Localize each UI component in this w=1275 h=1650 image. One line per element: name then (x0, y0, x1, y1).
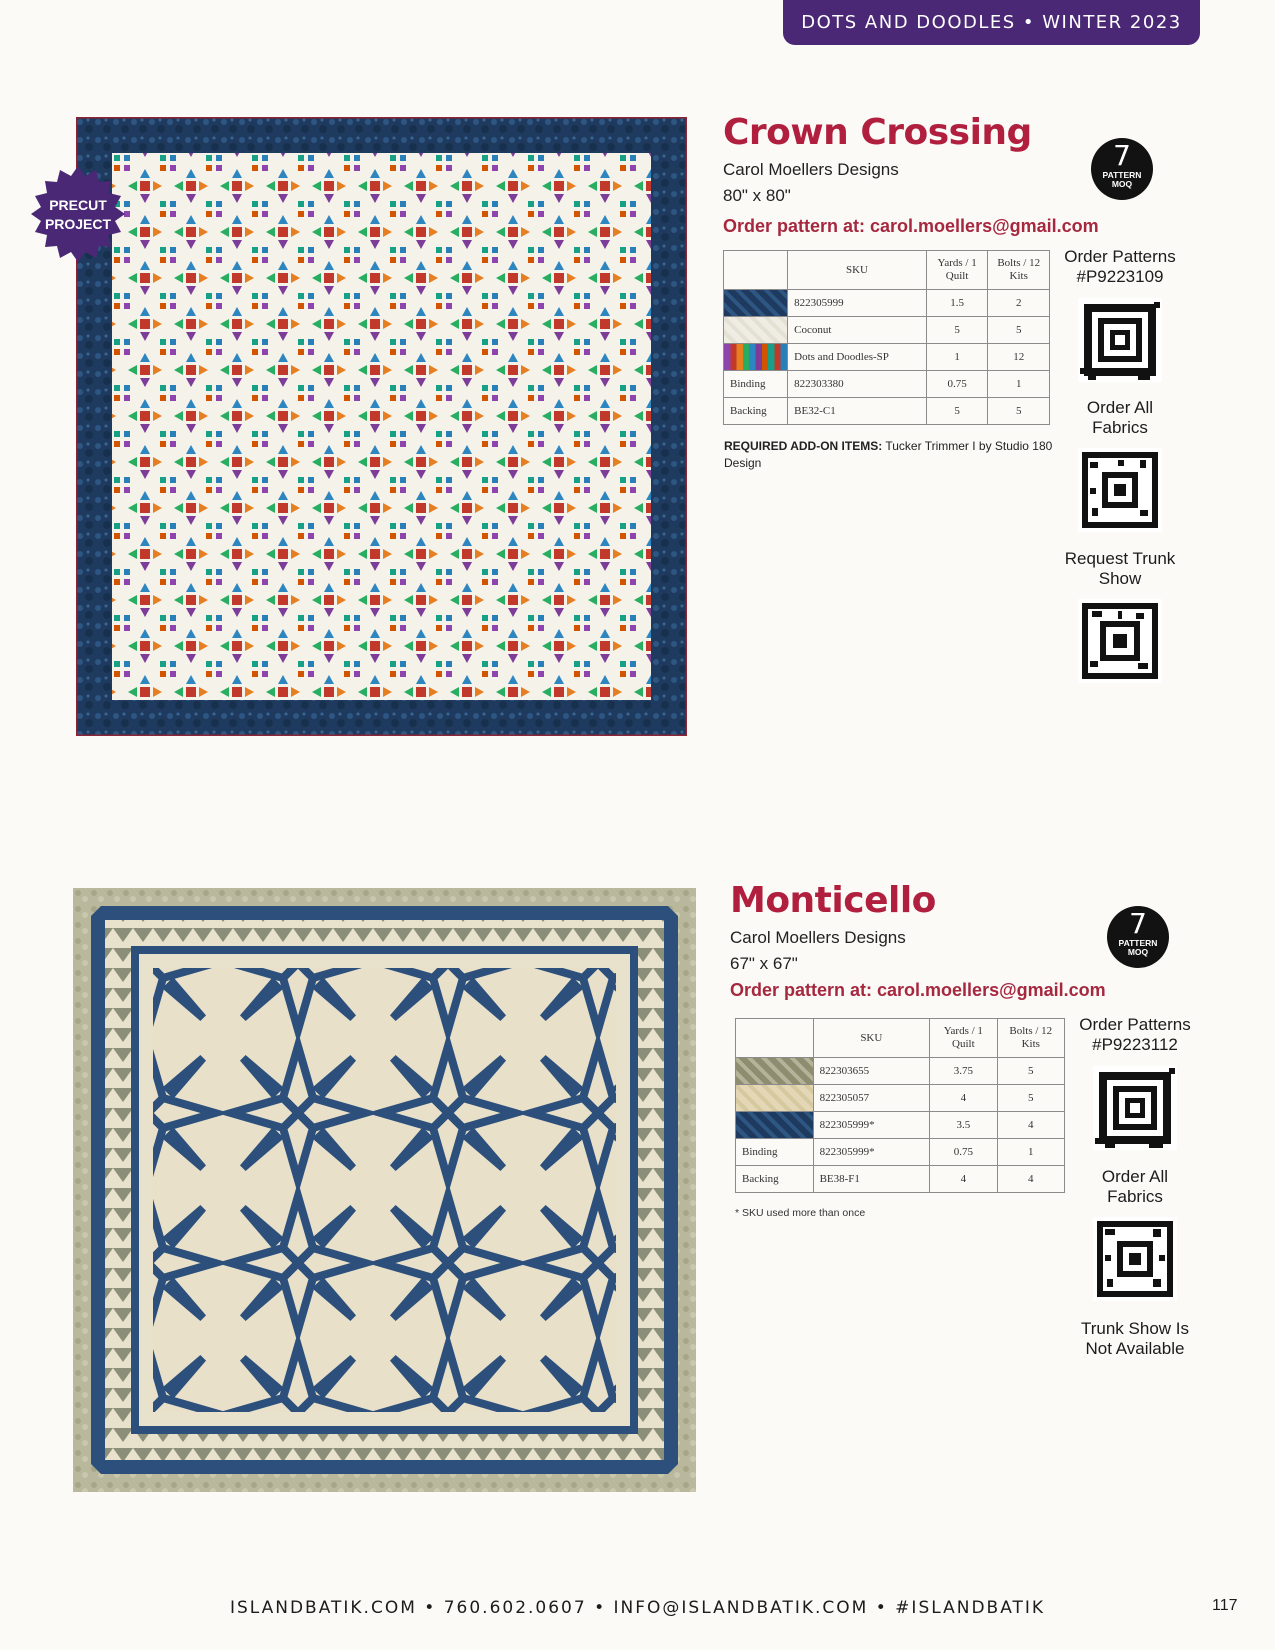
sku-cell: Dots and Doodles-SP (788, 344, 927, 371)
yards-cell: 1 (926, 344, 988, 371)
sku-cell: BE32-C1 (788, 398, 927, 425)
yards-cell: 3.75 (930, 1058, 998, 1085)
swatch-header (736, 1019, 814, 1058)
table-row (724, 398, 1050, 425)
qr-label-line: Request Trunk (1064, 549, 1176, 568)
qr-code-icon[interactable] (1078, 298, 1162, 382)
badge-line-2: PROJECT (44, 216, 112, 232)
pattern-title: Crown Crossing (723, 112, 1032, 153)
request-trunk-show-qr-label (1055, 549, 1185, 589)
pattern-moq-badge (1091, 138, 1153, 200)
moq-label: MOQ (1111, 179, 1133, 189)
table-row (736, 1085, 1065, 1112)
table-row (736, 1058, 1065, 1085)
bolts-cell: 1 (997, 1139, 1064, 1166)
qr-label-line: #P9223109 (1076, 267, 1164, 286)
order-pattern-link[interactable]: Order pattern at: carol.moellers@gmail.com (730, 980, 1106, 1000)
pattern-designer: Carol Moellers Designs (730, 928, 906, 947)
multicolor-strips-swatch (724, 344, 787, 370)
qr-label-line: Order Patterns (1064, 247, 1176, 266)
yards-cell: 5 (926, 317, 988, 344)
crown-crossing-quilt-image (76, 117, 687, 736)
bolts-cell: 2 (988, 290, 1050, 317)
yards-cell: 1.5 (926, 290, 988, 317)
bolts-header: Bolts / 12 Kits (997, 1019, 1064, 1058)
table-header-row (724, 251, 1050, 290)
moq-label: PATTERN (1102, 170, 1142, 180)
footer-contact: ISLANDBATIK.COM • 760.602.0607 • INFO@ISLANDBATIK.COM • #ISLANDBATIK (229, 1598, 1046, 1618)
sku-footnote: * SKU used more than once (735, 1207, 866, 1219)
bolts-cell: 5 (997, 1058, 1064, 1085)
badge-shape (31, 166, 125, 262)
row-label: Backing (736, 1166, 814, 1193)
sku-cell: Coconut (788, 317, 927, 344)
fabric-requirements-table (723, 250, 1050, 425)
row-label: Binding (724, 371, 788, 398)
sku-header: SKU (788, 251, 927, 290)
pattern-moq-badge (1107, 906, 1169, 968)
pattern-title: Monticello (730, 880, 936, 921)
fabric-swatch (724, 344, 788, 371)
bolts-cell: 5 (997, 1085, 1064, 1112)
sku-header: SKU (813, 1019, 930, 1058)
pattern-designer: Carol Moellers Designs (723, 160, 899, 179)
sku-cell: 822305999 (788, 290, 927, 317)
qr-label-line: #P9223112 (1092, 1035, 1178, 1054)
fabric-swatch (736, 1085, 814, 1112)
required-label: REQUIRED ADD-ON ITEMS: (724, 439, 883, 453)
qr-code-icon[interactable] (1078, 448, 1162, 532)
yards-cell: 4 (930, 1166, 998, 1193)
bolts-cell: 5 (988, 317, 1050, 344)
page-number: 117 (1212, 1597, 1238, 1614)
cream-batik-swatch (724, 317, 787, 343)
qr-code-icon[interactable] (1078, 599, 1162, 683)
trunk-show-line: Trunk Show Is (1080, 1319, 1190, 1338)
row-label: Backing (724, 398, 788, 425)
publication-title: DOTS AND DOODLES • WINTER 2023 (801, 12, 1182, 33)
row-label: Binding (736, 1139, 814, 1166)
order-patterns-qr-label (1070, 1015, 1200, 1055)
fabric-swatch (724, 290, 788, 317)
qr-label-line: Fabrics (1107, 1187, 1163, 1206)
bolts-cell: 1 (988, 371, 1050, 398)
required-text: Tucker Trimmer I by Studio 180 Design (724, 439, 1053, 470)
sage-batik-swatch (736, 1058, 813, 1084)
yards-cell: 5 (926, 398, 988, 425)
trunk-show-unavailable (1070, 1319, 1200, 1359)
fabric-requirements-table (735, 1018, 1065, 1193)
sku-cell: 822305999* (813, 1139, 930, 1166)
bolts-cell: 5 (988, 398, 1050, 425)
yards-cell: 4 (930, 1085, 998, 1112)
sku-cell: 822305057 (813, 1085, 930, 1112)
bolts-header: Bolts / 12 Kits (988, 251, 1050, 290)
table-row (736, 1139, 1065, 1166)
swatch-header (724, 251, 788, 290)
order-patterns-qr-label (1055, 247, 1185, 287)
table-row (724, 290, 1050, 317)
table-row (736, 1166, 1065, 1193)
navy-batik-swatch (736, 1112, 813, 1138)
qr-label-line: Fabrics (1092, 418, 1148, 437)
required-add-on-items (724, 438, 1054, 472)
trunk-show-line: Not Available (1085, 1339, 1185, 1358)
pattern-size: 80" x 80" (723, 186, 791, 205)
fabric-swatch (724, 317, 788, 344)
order-all-fabrics-qr-label (1055, 398, 1185, 438)
yards-cell: 0.75 (930, 1139, 998, 1166)
table-row (724, 317, 1050, 344)
sku-cell: 822305999* (813, 1112, 930, 1139)
order-all-fabrics-qr-label (1070, 1167, 1200, 1207)
publication-header (783, 0, 1200, 45)
badge-line-1: PRECUT (49, 197, 107, 213)
yards-header: Yards / 1 Quilt (930, 1019, 998, 1058)
bolts-cell: 4 (997, 1166, 1064, 1193)
fabric-swatch (736, 1058, 814, 1085)
order-pattern-link[interactable]: Order pattern at: carol.moellers@gmail.com (723, 216, 1099, 236)
bolts-cell: 12 (988, 344, 1050, 371)
qr-label-line: Order All (1086, 398, 1154, 417)
table-header-row (736, 1019, 1065, 1058)
qr-label-line: Order Patterns (1079, 1015, 1191, 1034)
sku-cell: BE38-F1 (813, 1166, 930, 1193)
fabric-swatch (736, 1112, 814, 1139)
navy-batik-swatch (724, 290, 787, 316)
table-row (736, 1112, 1065, 1139)
yards-cell: 0.75 (926, 371, 988, 398)
table-row (724, 344, 1050, 371)
moq-label: PATTERN (1118, 938, 1158, 948)
sku-cell: 822303655 (813, 1058, 930, 1085)
qr-code-icon[interactable] (1093, 1217, 1177, 1301)
qr-label-line: Show (1098, 569, 1142, 588)
qr-code-icon[interactable] (1093, 1066, 1177, 1150)
qr-label-line: Order All (1101, 1167, 1169, 1186)
bolts-cell: 4 (997, 1112, 1064, 1139)
pattern-size: 67" x 67" (730, 954, 798, 973)
monticello-quilt-image (73, 888, 696, 1492)
yards-cell: 3.5 (930, 1112, 998, 1139)
precut-project-badge (28, 164, 128, 264)
moq-value: 7 (1113, 139, 1131, 172)
yards-header: Yards / 1 Quilt (926, 251, 988, 290)
table-row (724, 371, 1050, 398)
moq-value: 7 (1129, 907, 1147, 940)
sku-cell: 822303380 (788, 371, 927, 398)
moq-label: MOQ (1127, 947, 1149, 957)
tan-batik-swatch (736, 1085, 813, 1111)
